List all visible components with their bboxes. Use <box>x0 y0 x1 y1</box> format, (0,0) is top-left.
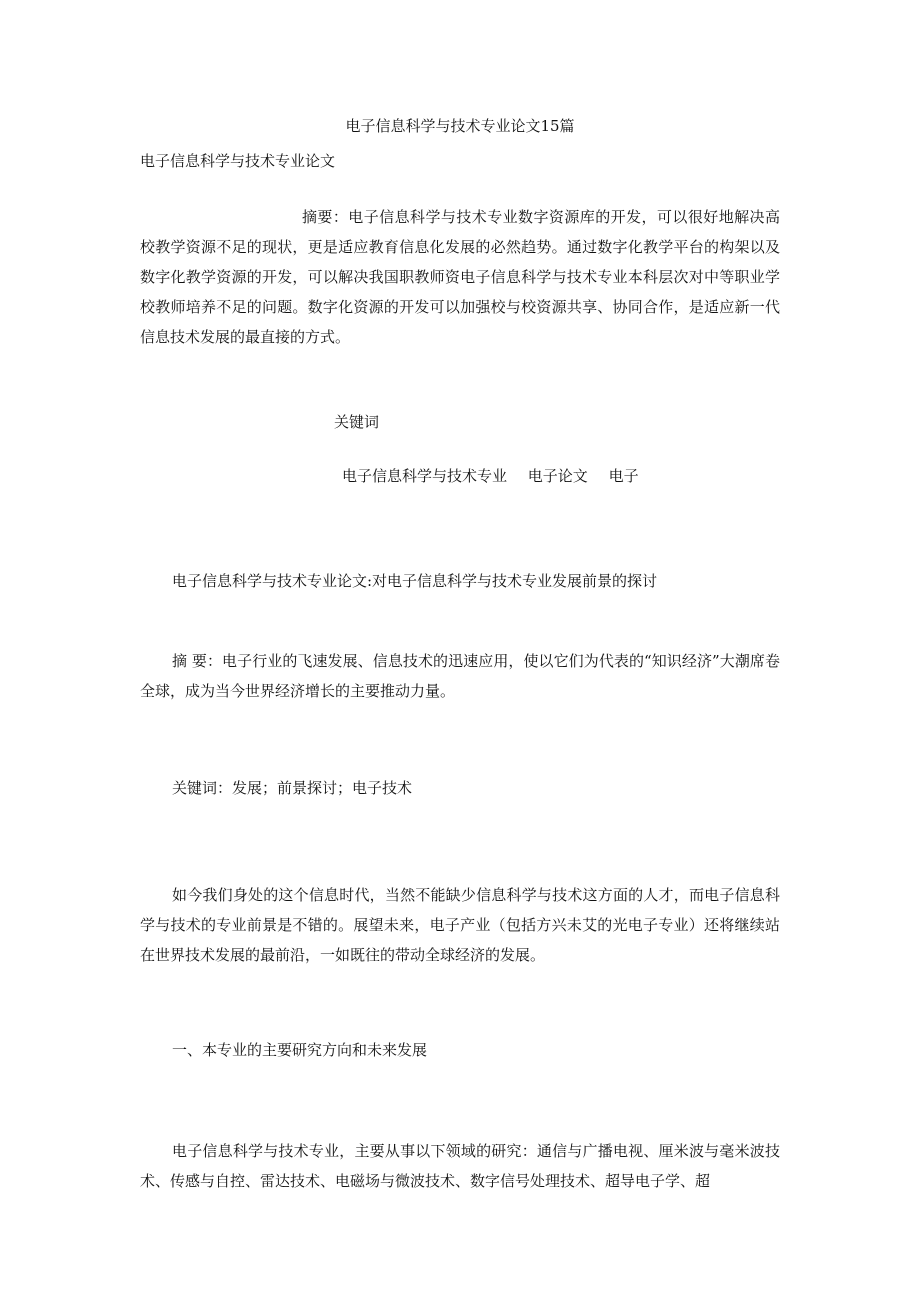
keywords-label: 关键词 <box>334 413 380 431</box>
document-subtitle: 电子信息科学与技术专业论文 <box>140 152 336 170</box>
paper-title: 电子信息科学与技术专业论文:对电子信息科学与技术专业发展前景的探讨 <box>172 572 658 590</box>
section-heading-1: 一、本专业的主要研究方向和未来发展 <box>172 1041 428 1059</box>
keyword-item: 电子信息科学与技术专业 <box>342 467 508 485</box>
document-title: 电子信息科学与技术专业论文15篇 <box>345 117 575 135</box>
keyword-item: 电子 <box>608 467 639 485</box>
keyword-item: 电子论文 <box>527 467 588 485</box>
abstract-paragraph-2: 摘 要：电子行业的飞速发展、信息技术的迅速应用，使以它们为代表的“知识经济”大潮席卷全球，成为当今世界经济增长的主要推动力量。 <box>140 652 780 700</box>
body-paragraph-2: 电子信息科学与技术专业，主要从事以下领域的研究：通信与广播电视、厘米波与毫米波技术、传感与自控、雷达技术、电磁场与微波技术、数字信号处理技术、超导电子学、超 <box>140 1142 780 1190</box>
keywords-line-2: 关键词：发展；前景探讨；电子技术 <box>172 779 413 797</box>
body-paragraph-1: 如今我们身处的这个信息时代，当然不能缺少信息科学与技术这方面的人才，而电子信息科学与技术的专业前景是不错的。展望未来，电子产业（包括方兴未艾的光电子专业）还将继续站在世界技术发展的最前沿，一如既往的带动全球经济的发展。 <box>140 886 780 964</box>
keywords-list <box>342 466 655 486</box>
abstract-paragraph-1: 摘要：电子信息科学与技术专业数字资源库的开发，可以很好地解决高校教学资源不足的现状，更是适应教育信息化发展的必然趋势。通过数字化教学平台的构架以及数字化教学资源的开发，可以解决我国职教师资电子信息科学与技术专业本科层次对中等职业学校教师培养不足的问题。数字化资源的开发可以加强校与校资源共享、协同合作，是适应新一代信息技术发展的最直接的方式。 <box>140 208 780 346</box>
